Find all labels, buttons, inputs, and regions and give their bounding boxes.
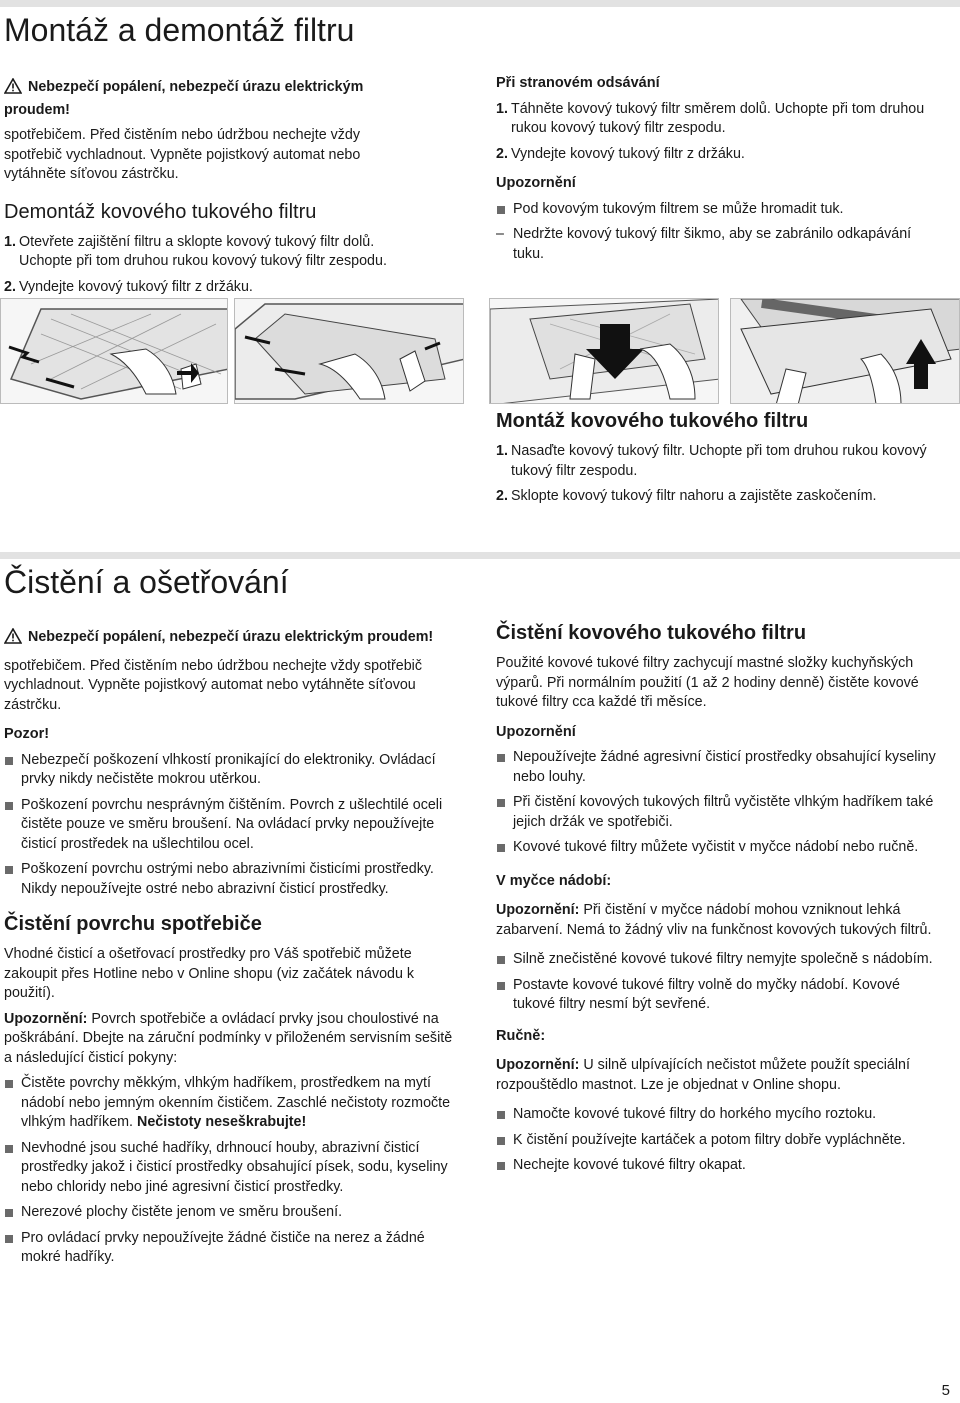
right-column-filter-cleaning [496, 616, 936, 1182]
warning-title [4, 78, 424, 120]
heading-surface: Čistění povrchu spotřebiče [4, 913, 262, 935]
warning-block-1 [4, 78, 424, 301]
demontaz-steps [4, 233, 424, 298]
filter-note-item: Při čistění kovových tukových filtrů vyčistěte vlhkým hadříkem také jejich držák ve spotřebiči. [496, 793, 936, 832]
pozor-title: Pozor! [4, 726, 50, 742]
warning-title-text: Nebezpečí popálení, nebezpečí úrazu elektrickým proudem! [4, 79, 364, 118]
filter-note-item: Kovové tukové filtry můžete vyčistit v myčce nádobí nebo ručně. [496, 838, 936, 858]
left-column-cleaning [4, 628, 464, 1274]
note-list [496, 200, 941, 265]
warning-title [4, 628, 464, 651]
heading-montaz: Montáž kovového tukového filtru [496, 410, 809, 432]
filter-text: Použité kovové tukové filtry zachycují mastné složky kuchyňských výparů. Při normálním použití (1 až 2 hodiny denně) čistěte kovové tukové filtry cca každé tři měsíce. [496, 655, 919, 710]
dishwasher-title: V myčce nádobí: [496, 872, 612, 889]
section-title-cisteni: Čistění a ošetřování [4, 564, 289, 600]
step-item: 1. Nasaďte kovový tukový filtr. Uchopte při tom druhou rukou kovový tukový filtr zespodu. [496, 443, 927, 479]
step-item: 1. Táhněte kovový tukový filtr směrem dolů. Uchopte při tom druhou rukou kovový tukový filtr zespodu. [496, 100, 925, 136]
step-item: 1. Otevřete zajištění filtru a sklopte kovový tukový filtr dolů. Uchopte při tom druhou rukou kovový tukový filtr zespodu. [4, 233, 387, 269]
section-divider-middle [0, 552, 960, 559]
step-item: 2. Sklopte kovový tukový filtr nahoru a zajistěte zaskočením. [496, 488, 877, 504]
bullet-square-icon [5, 1235, 13, 1243]
surface-item: Nevhodné jsou suché hadříky, drhnoucí houby, abrazivní čisticí prostředky jakož i čisticí prostředky obsahující písek, sodu, kyseliny nebo chloridy nebo jiné agresivní čisticí prostředky. [4, 1139, 464, 1198]
heading-side-extraction: Při stranovém odsávání [496, 75, 660, 91]
bullet-square-icon [497, 956, 505, 964]
section-title-montaz: Montáž a demontáž filtru [4, 12, 355, 48]
pozor-list [4, 751, 464, 900]
note-item: – Nedržte kovový tukový filtr šikmo, aby se zabránilo odkapávání tuku. [496, 225, 941, 264]
bullet-dash-icon: – [496, 226, 504, 242]
figure-filter-lower [234, 298, 464, 404]
bullet-square-icon [5, 866, 13, 874]
bullet-square-icon [497, 1137, 505, 1145]
dishwasher-note: Upozornění: Při čistění v myčce nádobí mohou vzniknout lehká zabarvení. Nemá to žádný vliv na funkčnost kovových tukových filtrů. [496, 902, 932, 938]
side-extraction-block [496, 70, 941, 270]
pozor-item: Poškození povrchu ostrými nebo abrazivními čisticími prostředky. Nikdy nepoužívejte ostré nebo abrazivní čisticí prostředky. [4, 860, 464, 899]
montaz-steps [496, 442, 946, 507]
bullet-square-icon [5, 802, 13, 810]
filter-note-list [496, 748, 936, 858]
figure-side-pull-down [489, 298, 719, 404]
step-item: 2. Vyndejte kovový tukový filtr z držáku. [496, 145, 745, 162]
warning-triangle-icon [4, 78, 22, 101]
surface-note: Upozornění: Povrch spotřebiče a ovládací prvky jsou choulostivé na poškrábání. Dbejte na záruční podmínky v přiloženém servisním sešitě a následující čisticí pokyny: [4, 1010, 453, 1066]
hand-note: Upozornění: U silně ulpívajících nečistot můžete použít speciální rozpouštědlo mastnot. Lze je objednat v Online shopu. [496, 1057, 910, 1093]
bullet-square-icon [497, 754, 505, 762]
montaz-block [496, 408, 946, 511]
bullet-square-icon [5, 1209, 13, 1217]
warning-triangle-icon [4, 628, 22, 651]
pozor-item: Poškození povrchu nesprávným čištěním. Povrch z ušlechtilé oceli čistěte pouze ve směru broušení. Na ovládací prvky nepoužívejte čisticí prostředek na ušlechtilou ocel. [4, 796, 464, 855]
dishwasher-item: Silně znečistěné kovové tukové filtry nemyjte společně s nádobím. [496, 950, 936, 970]
figure-filter-unlock [0, 298, 228, 404]
warning-text: spotřebičem. Před čistěním nebo údržbou nechejte vždy spotřebič vychladnout. Vypněte pojistkový automat nebo vytáhněte síťovou zástrčku. [4, 657, 423, 713]
bullet-square-icon [5, 1080, 13, 1088]
surface-text: Vhodné čisticí a ošetřovací prostředky pro Váš spotřebič můžete zakoupit přes Hotline nebo v Online shopu (viz začátek návodu k použití). [4, 946, 415, 1001]
pozor-item: Nebezpečí poškození vlhkostí pronikající do elektroniky. Ovládací prvky nikdy nečistěte mokrou utěrkou. [4, 751, 464, 790]
hand-item: Namočte kovové tukové filtry do horkého mycího roztoku. [496, 1105, 936, 1125]
heading-filter-cleaning: Čistění kovového tukového filtru [496, 622, 807, 644]
hand-item: Nechejte kovové tukové filtry okapat. [496, 1156, 936, 1176]
surface-list [4, 1074, 464, 1268]
surface-item: Pro ovládací prvky nepoužívejte žádné čističe na nerez a žádné mokré hadříky. [4, 1229, 464, 1268]
warning-text: spotřebičem. Před čistěním nebo údržbou nechejte vždy spotřebič vychladnout. Vypněte pojistkový automat nebo vytáhněte síťovou zástrčku. [4, 127, 361, 182]
hand-list [496, 1105, 936, 1176]
dishwasher-item: Postavte kovové tukové filtry volně do myčky nádobí. Kovové tukové filtry nesmí být sevřené. [496, 976, 936, 1015]
bullet-square-icon [5, 1145, 13, 1153]
surface-item: Nerezové plochy čistěte jenom ve směru broušení. [4, 1203, 464, 1223]
bullet-square-icon [497, 844, 505, 852]
side-steps [496, 100, 941, 165]
hand-item: K čistění používejte kartáček a potom filtry dobře vypláchněte. [496, 1131, 936, 1151]
filter-note-title: Upozornění [496, 723, 576, 740]
bullet-square-icon [497, 1162, 505, 1170]
note-title: Upozornění [496, 175, 576, 191]
hand-title: Ručně: [496, 1027, 546, 1044]
surface-item: Čistěte povrchy měkkým, vlhkým hadříkem, prostředkem na mytí nádobí nebo jemným okenním čističem. Zaschlé nečistoty rozmočte vlhkým hadříkem. Nečistoty neseškrabujte! [4, 1074, 464, 1133]
bullet-square-icon [497, 1111, 505, 1119]
bullet-square-icon [497, 982, 505, 990]
dishwasher-list [496, 950, 936, 1015]
figure-side-remove [730, 298, 960, 404]
bullet-square-icon [5, 757, 13, 765]
page-number: 5 [941, 1382, 950, 1399]
filter-note-item: Nepoužívejte žádné agresivní čisticí prostředky obsahující kyseliny nebo louhy. [496, 748, 936, 787]
note-item: Pod kovovým tukovým filtrem se může hromadit tuk. [496, 200, 941, 220]
step-item: 2. Vyndejte kovový tukový filtr z držáku. [4, 278, 253, 295]
heading-demontaz: Demontáž kovového tukového filtru [4, 200, 317, 223]
warning-title-text: Nebezpečí popálení, nebezpečí úrazu elektrickým proudem! [28, 629, 434, 645]
section-divider-top [0, 0, 960, 7]
bullet-square-icon [497, 206, 505, 214]
bullet-square-icon [497, 799, 505, 807]
